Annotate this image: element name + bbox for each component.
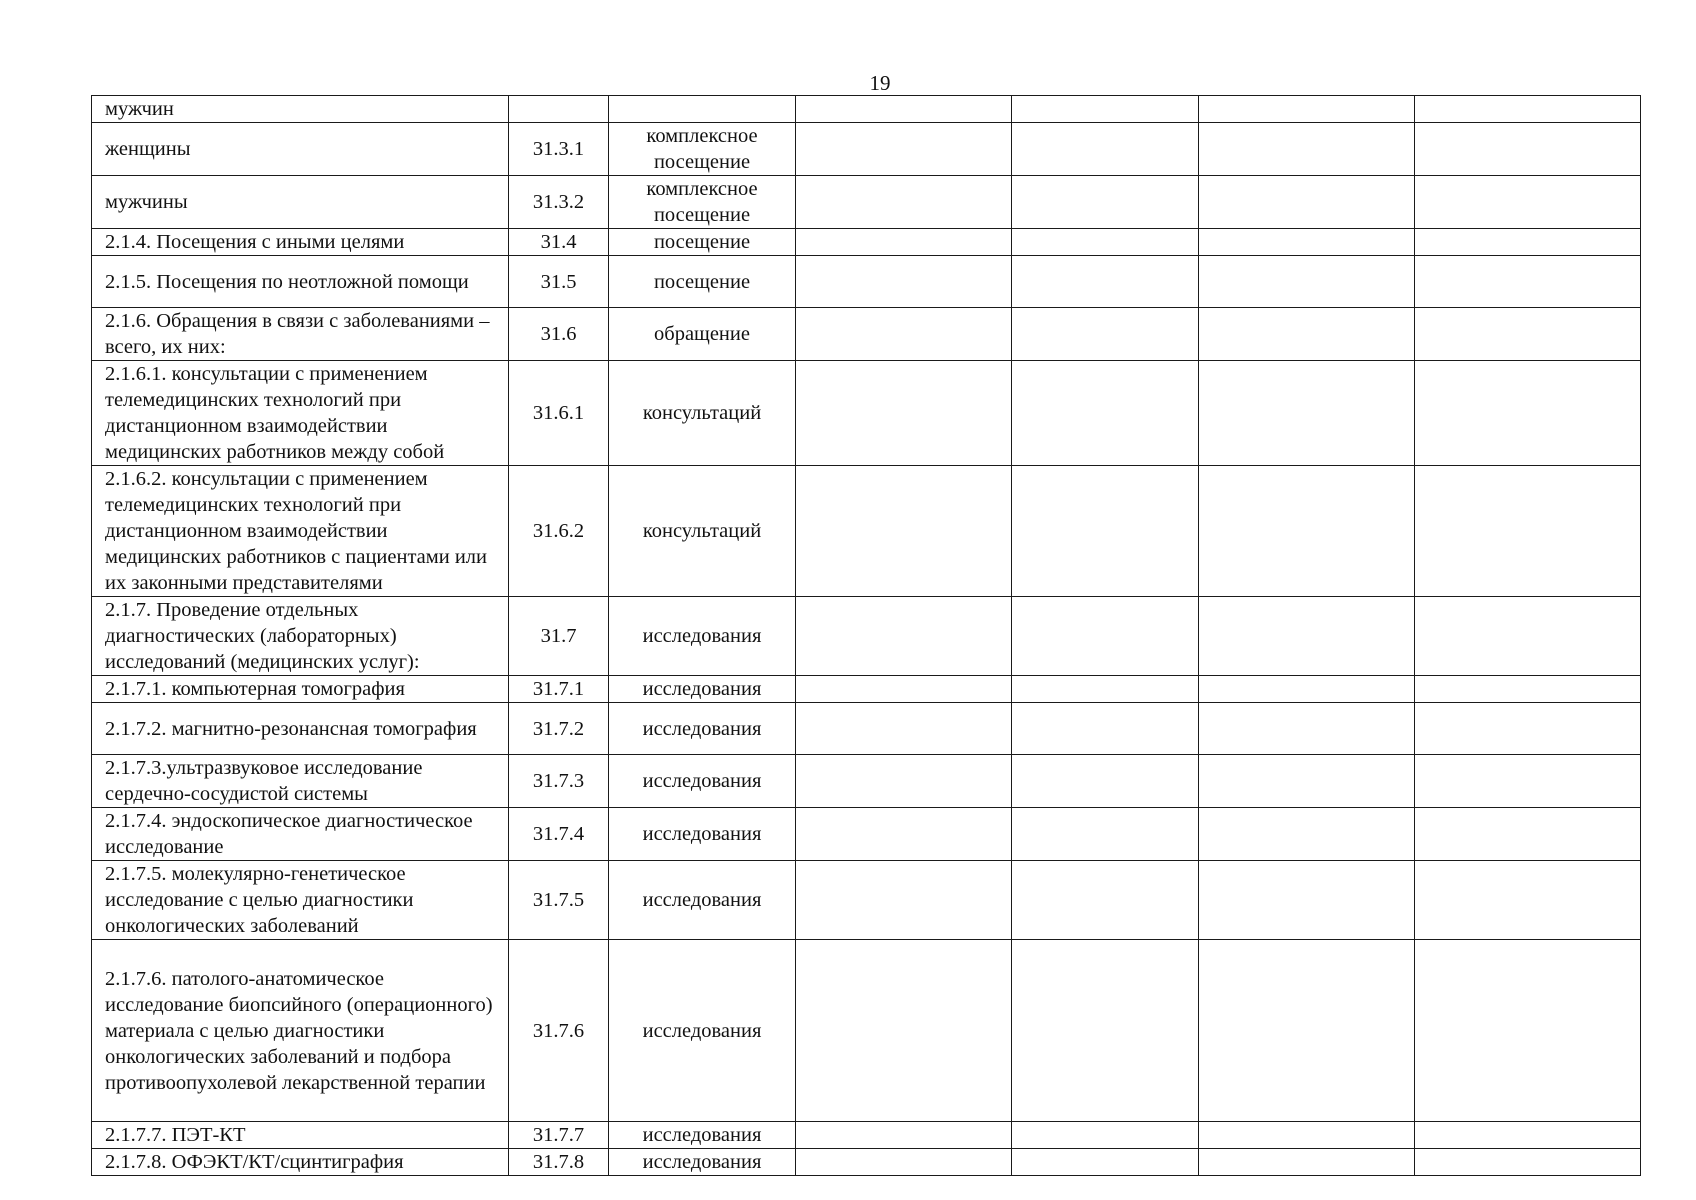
indicator-name-cell: женщины bbox=[92, 123, 509, 176]
value-cell bbox=[1012, 96, 1199, 123]
indicator-name-cell: 2.1.7.5. молекулярно-генетическое исследование с целью диагностики онкологических заболеваний bbox=[92, 861, 509, 940]
value-cell bbox=[1012, 755, 1199, 808]
unit-cell: посещение bbox=[609, 256, 796, 308]
value-cell bbox=[1415, 256, 1641, 308]
page-number: 19 bbox=[869, 71, 891, 95]
indicator-name-cell: 2.1.7.6. патолого-анатомическое исследование биопсийного (операционного) материала с целью диагностики онкологических заболеваний и подбора противоопухолевой лекарственной терапии bbox=[92, 940, 509, 1122]
value-cell bbox=[796, 308, 1012, 361]
value-cell bbox=[1415, 703, 1641, 755]
value-cell bbox=[1199, 1122, 1415, 1149]
table-row bbox=[92, 466, 1641, 597]
value-cell bbox=[796, 808, 1012, 861]
value-cell bbox=[796, 176, 1012, 229]
row-code-cell bbox=[509, 96, 609, 123]
table-row bbox=[92, 176, 1641, 229]
indicator-name-cell: 2.1.7.3.ультразвуковое исследование сердечно-сосудистой системы bbox=[92, 755, 509, 808]
statistics-table bbox=[91, 95, 1641, 1176]
value-cell bbox=[1415, 229, 1641, 256]
value-cell bbox=[1415, 1122, 1641, 1149]
value-cell bbox=[1415, 176, 1641, 229]
unit-cell: комплексное посещение bbox=[609, 123, 796, 176]
unit-cell: консультаций bbox=[609, 466, 796, 597]
value-cell bbox=[1012, 1122, 1199, 1149]
unit-cell: исследования bbox=[609, 703, 796, 755]
value-cell bbox=[1415, 466, 1641, 597]
row-code-cell: 31.7.4 bbox=[509, 808, 609, 861]
value-cell bbox=[1199, 361, 1415, 466]
value-cell bbox=[1199, 703, 1415, 755]
row-code-cell: 31.3.1 bbox=[509, 123, 609, 176]
value-cell bbox=[1199, 676, 1415, 703]
table-row bbox=[92, 229, 1641, 256]
value-cell bbox=[1012, 940, 1199, 1122]
unit-cell: исследования bbox=[609, 1149, 796, 1176]
value-cell bbox=[1415, 361, 1641, 466]
value-cell bbox=[796, 229, 1012, 256]
row-code-cell: 31.7.8 bbox=[509, 1149, 609, 1176]
value-cell bbox=[796, 861, 1012, 940]
value-cell bbox=[1199, 597, 1415, 676]
value-cell bbox=[796, 940, 1012, 1122]
indicator-name-cell: 2.1.7.1. компьютерная томография bbox=[92, 676, 509, 703]
value-cell bbox=[1012, 229, 1199, 256]
table-row bbox=[92, 808, 1641, 861]
indicator-name-cell: 2.1.7. Проведение отдельных диагностических (лабораторных) исследований (медицинских услуг): bbox=[92, 597, 509, 676]
value-cell bbox=[1199, 466, 1415, 597]
row-code-cell: 31.6.2 bbox=[509, 466, 609, 597]
table-row bbox=[92, 96, 1641, 123]
row-code-cell: 31.7.3 bbox=[509, 755, 609, 808]
value-cell bbox=[796, 256, 1012, 308]
indicator-name-cell: 2.1.7.4. эндоскопическое диагностическое исследование bbox=[92, 808, 509, 861]
table-row bbox=[92, 703, 1641, 755]
value-cell bbox=[1415, 808, 1641, 861]
table-row bbox=[92, 861, 1641, 940]
value-cell bbox=[1199, 940, 1415, 1122]
table-row bbox=[92, 755, 1641, 808]
row-code-cell: 31.7 bbox=[509, 597, 609, 676]
row-code-cell: 31.7.2 bbox=[509, 703, 609, 755]
value-cell bbox=[1199, 229, 1415, 256]
row-code-cell: 31.5 bbox=[509, 256, 609, 308]
value-cell bbox=[1415, 96, 1641, 123]
value-cell bbox=[1012, 703, 1199, 755]
indicator-name-cell: 2.1.7.8. ОФЭКТ/КТ/сцинтиграфия bbox=[92, 1149, 509, 1176]
value-cell bbox=[796, 1149, 1012, 1176]
value-cell bbox=[1199, 96, 1415, 123]
value-cell bbox=[1199, 176, 1415, 229]
value-cell bbox=[1012, 597, 1199, 676]
unit-cell: исследования bbox=[609, 940, 796, 1122]
value-cell bbox=[1415, 676, 1641, 703]
value-cell bbox=[796, 755, 1012, 808]
table-row bbox=[92, 308, 1641, 361]
indicator-name-cell: 2.1.7.7. ПЭТ-КТ bbox=[92, 1122, 509, 1149]
value-cell bbox=[1012, 176, 1199, 229]
unit-cell: комплексное посещение bbox=[609, 176, 796, 229]
unit-cell: консультаций bbox=[609, 361, 796, 466]
value-cell bbox=[1012, 861, 1199, 940]
table-body bbox=[92, 96, 1641, 1176]
indicator-name-cell: 2.1.6.2. консультации с применением телемедицинских технологий при дистанционном взаимодействии медицинских работников с пациентами или их законными представителями bbox=[92, 466, 509, 597]
table-row bbox=[92, 1149, 1641, 1176]
value-cell bbox=[1415, 308, 1641, 361]
value-cell bbox=[1012, 466, 1199, 597]
value-cell bbox=[1199, 755, 1415, 808]
table-row bbox=[92, 1122, 1641, 1149]
unit-cell: исследования bbox=[609, 755, 796, 808]
value-cell bbox=[1012, 676, 1199, 703]
unit-cell: обращение bbox=[609, 308, 796, 361]
value-cell bbox=[1012, 1149, 1199, 1176]
row-code-cell: 31.7.1 bbox=[509, 676, 609, 703]
value-cell bbox=[1415, 123, 1641, 176]
indicator-name-cell: 2.1.6.1. консультации с применением телемедицинских технологий при дистанционном взаимодействии медицинских работников между собой bbox=[92, 361, 509, 466]
value-cell bbox=[1415, 861, 1641, 940]
value-cell bbox=[796, 597, 1012, 676]
row-code-cell: 31.7.6 bbox=[509, 940, 609, 1122]
value-cell bbox=[796, 96, 1012, 123]
value-cell bbox=[1199, 808, 1415, 861]
unit-cell: исследования bbox=[609, 861, 796, 940]
unit-cell: исследования bbox=[609, 597, 796, 676]
value-cell bbox=[1415, 597, 1641, 676]
value-cell bbox=[1199, 123, 1415, 176]
table-row bbox=[92, 676, 1641, 703]
table-row bbox=[92, 256, 1641, 308]
table-row bbox=[92, 123, 1641, 176]
unit-cell bbox=[609, 96, 796, 123]
row-code-cell: 31.6.1 bbox=[509, 361, 609, 466]
row-code-cell: 31.3.2 bbox=[509, 176, 609, 229]
value-cell bbox=[1199, 861, 1415, 940]
row-code-cell: 31.7.7 bbox=[509, 1122, 609, 1149]
value-cell bbox=[1199, 308, 1415, 361]
unit-cell: посещение bbox=[609, 229, 796, 256]
row-code-cell: 31.6 bbox=[509, 308, 609, 361]
value-cell bbox=[796, 123, 1012, 176]
value-cell bbox=[1415, 940, 1641, 1122]
indicator-name-cell: мужчин bbox=[92, 96, 509, 123]
unit-cell: исследования bbox=[609, 676, 796, 703]
value-cell bbox=[796, 676, 1012, 703]
value-cell bbox=[1012, 361, 1199, 466]
table-row bbox=[92, 940, 1641, 1122]
indicator-name-cell: 2.1.5. Посещения по неотложной помощи bbox=[92, 256, 509, 308]
value-cell bbox=[1012, 256, 1199, 308]
unit-cell: исследования bbox=[609, 808, 796, 861]
row-code-cell: 31.7.5 bbox=[509, 861, 609, 940]
value-cell bbox=[796, 466, 1012, 597]
row-code-cell: 31.4 bbox=[509, 229, 609, 256]
value-cell bbox=[796, 361, 1012, 466]
value-cell bbox=[796, 703, 1012, 755]
value-cell bbox=[1199, 256, 1415, 308]
indicator-name-cell: 2.1.4. Посещения с иными целями bbox=[92, 229, 509, 256]
table-row bbox=[92, 597, 1641, 676]
value-cell bbox=[1012, 123, 1199, 176]
table-row bbox=[92, 361, 1641, 466]
value-cell bbox=[796, 1122, 1012, 1149]
value-cell bbox=[1415, 755, 1641, 808]
value-cell bbox=[1012, 308, 1199, 361]
indicator-name-cell: 2.1.6. Обращения в связи с заболеваниями – всего, их них: bbox=[92, 308, 509, 361]
value-cell bbox=[1199, 1149, 1415, 1176]
indicator-name-cell: мужчины bbox=[92, 176, 509, 229]
unit-cell: исследования bbox=[609, 1122, 796, 1149]
value-cell bbox=[1415, 1149, 1641, 1176]
indicator-name-cell: 2.1.7.2. магнитно-резонансная томография bbox=[92, 703, 509, 755]
value-cell bbox=[1012, 808, 1199, 861]
